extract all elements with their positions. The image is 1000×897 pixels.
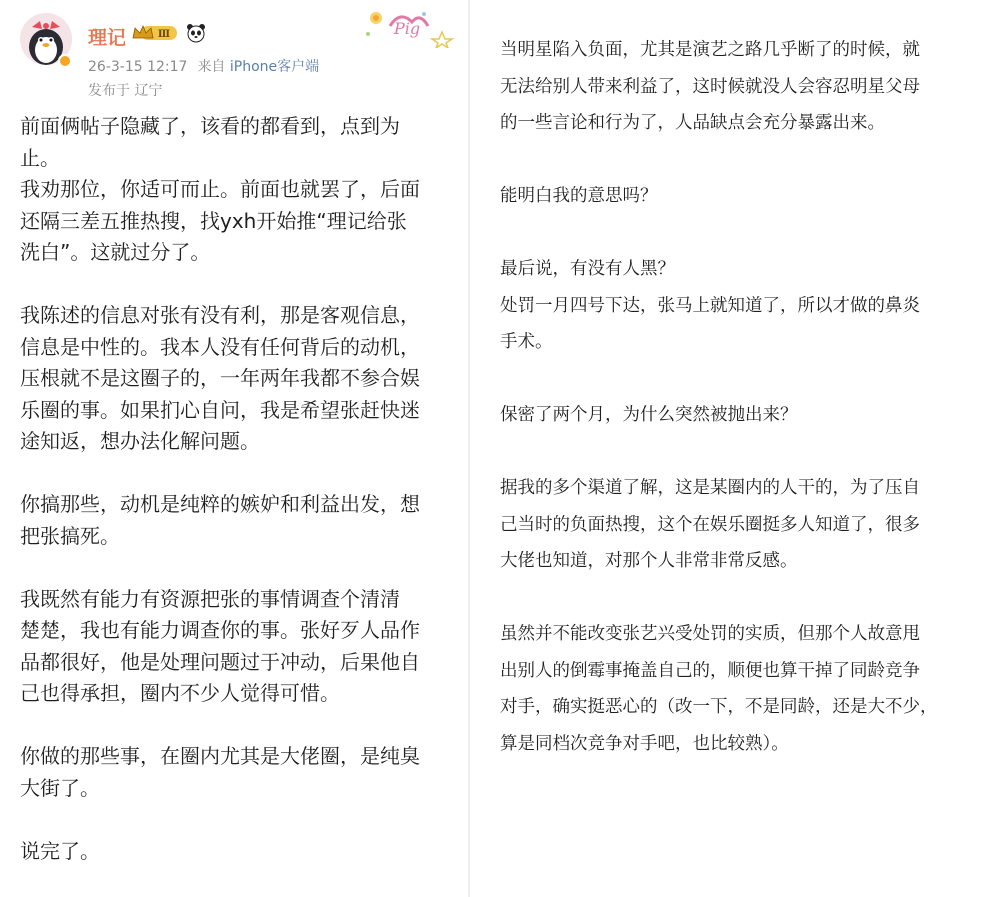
username[interactable]: 理记 xyxy=(88,27,127,49)
post-body-right: 当明星陷入负面，尤其是演艺之路几乎断了的时候，就 无法给别人带来利益了，这时候就没人会容忍明星父母 的一些言论和行为了，人品缺点会充分暴露出来。 能明白我的意思吗？ 最后说，有没有人黑？ 处罚一月四号下达，张马上就知道了，所以才做的鼻炎 手术。 保密了两个月，为什么突然被抛出来？ 据我的多个渠道了解，这是某圈内的人干的，为了压自 己当时的负面热搜，这个在娱乐圈挺多人知道了，很多 大佬也知道，对那个人非常非常反感。 虽然并不能改变张艺兴受处罚的实质，但那个人故意甩 出别人的倒霉事掩盖自己的，顺便也算干掉了同龄竞争 对手，确实挺恶心的（改一下，不是同龄，还是大不少， 算是同档次竞争对手吧，也比较熟）。 xyxy=(500,40,938,754)
post-body-left: 前面俩帖子隐藏了，该看的都看到，点到为 止。 我劝那位，你适可而止。前面也就罢了，后面 还隔三差五推热搜，找yxh开始推“理记给张 洗白”。这就过分了。 我陈述的信息对张有没有利，那是客观信息， 信息是中性的。我本人没有任何背后的动机， 压根就不是这圈子的，一年两年我都不参合娱 乐圈的事。如果扪心自问，我是希望张赶快迷 途知返，想办法化解问题。 你搞那些，动机是纯粹的嫉妒和利益出发，想 把张搞死。 我既然有能力有资源把张的事情调查个清清 楚楚，我也有能力调查你的事。张好歹人品作 品都很好，他是处理问题过于冲动，后果他自 己也得承担，圈内不少人觉得可惜。 你做的那些事，在圈内尤其是大佬圈，是纯臭 大街了。 说完了。 xyxy=(20,114,420,863)
post-right-panel xyxy=(470,0,1000,897)
panda-icon xyxy=(186,23,206,43)
svg-text:Pig: Pig xyxy=(394,19,421,38)
post-location: 发布于 辽宁 xyxy=(88,83,163,99)
source-prefix: 来自 xyxy=(197,59,226,75)
post-left-panel xyxy=(0,0,468,897)
verified-badge-icon xyxy=(58,54,72,68)
crown-vip-icon[interactable] xyxy=(131,23,179,43)
post-date: 26-3-15 12:17 xyxy=(88,59,188,75)
pig-sticker-icon xyxy=(360,4,456,48)
vip-level-text: Ⅲ xyxy=(157,29,171,40)
post-meta xyxy=(88,56,319,76)
post-source[interactable]: iPhone客户端 xyxy=(229,59,320,75)
